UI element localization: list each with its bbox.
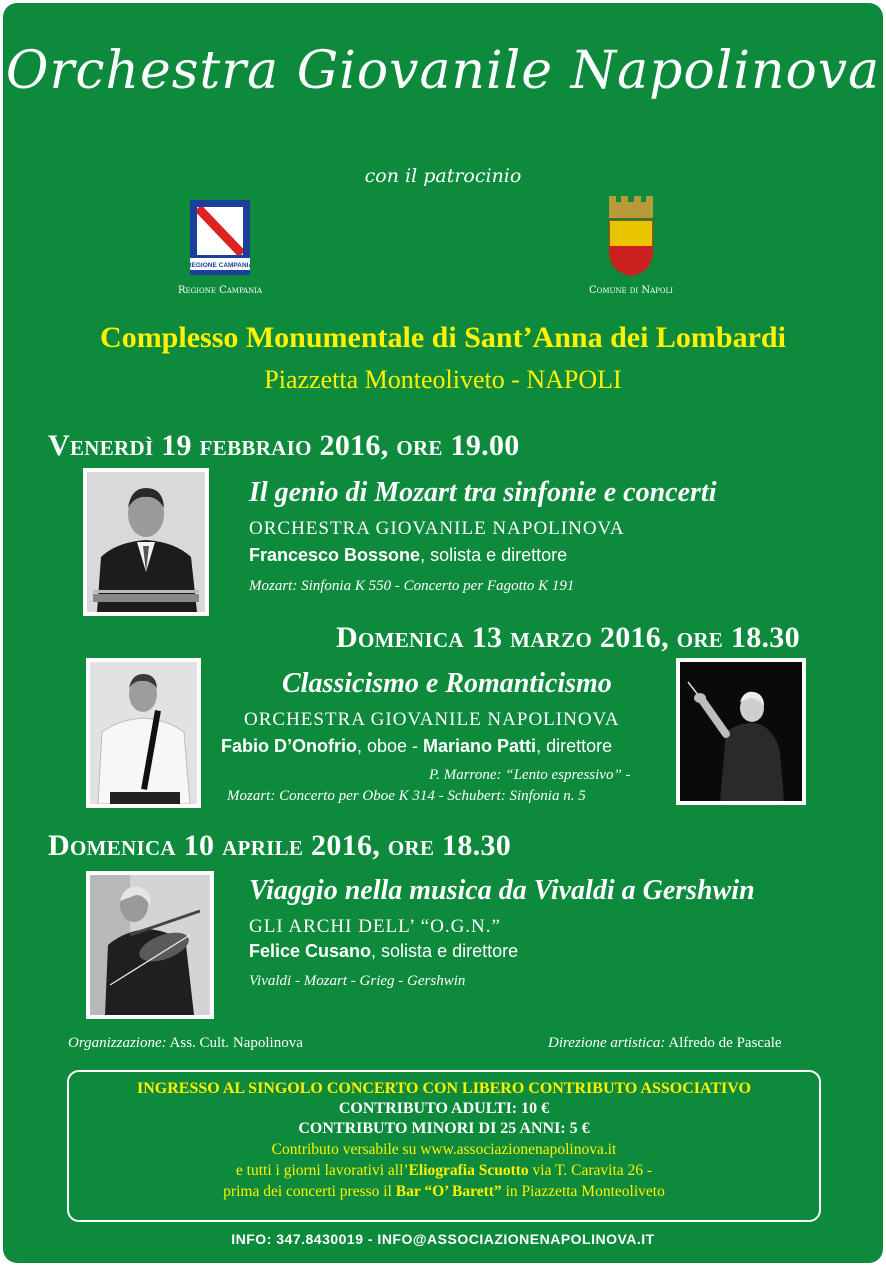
regione-badge-text: REGIONE CAMPANIA (190, 262, 250, 269)
ticket-payment-bar (69, 1183, 819, 1201)
photo-francesco-bossone (83, 468, 209, 616)
ticket-info-box (67, 1070, 821, 1222)
organization-value: Ass. Cult. Napolinova (166, 1035, 303, 1051)
organization-credit (68, 1035, 303, 1052)
venue-address: Piazzetta Monteoliveto - NAPOLI (264, 365, 622, 394)
ticket-minors: CONTRIBUTO MINORI DI 25 ANNI: 5 € (298, 1120, 590, 1137)
concert-2-program-line2: Mozart: Concerto per Oboe K 314 - Schubert: Sinfonia n. 5 (227, 788, 586, 804)
comune-napoli-label: Comune di Napoli (588, 285, 674, 296)
ticket-payment-website: Contributo versabile su www.associazionenapolinova.it (271, 1141, 617, 1158)
direction-value: Alfredo de Pascale (665, 1035, 782, 1051)
ticket-line6-bold: Bar “O’ Barett” (395, 1183, 502, 1200)
concert-3-performer-name: Felice Cusano (249, 941, 372, 961)
concert-2-performer2-role: , direttore (536, 736, 613, 756)
concert-2-performer-name: Fabio D’Onofrio (221, 736, 357, 756)
ticket-line5-bold: Eliografia Scuotto (408, 1162, 529, 1179)
concert-3-performers (249, 941, 518, 962)
concert-1-ensemble: ORCHESTRA GIOVANILE NAPOLINOVA (249, 518, 625, 539)
ticket-line5-pre: e tutti i giorni lavorativi all’ (235, 1162, 409, 1179)
patronage-label: con il patrocinio (364, 165, 522, 187)
concert-2-ensemble: ORCHESTRA GIOVANILE NAPOLINOVA (244, 709, 620, 730)
venue-name: Complesso Monumentale di Sant’Anna dei Lombardi (100, 321, 786, 354)
concert-1-program: Mozart: Sinfonia K 550 - Concerto per Fagotto K 191 (249, 578, 575, 594)
regione-campania-label: Regione Campania (177, 285, 263, 296)
concert-3-date: Domenica 10 aprile 2016, ore 18.30 (48, 829, 512, 862)
ticket-adults: CONTRIBUTO ADULTI: 10 € (338, 1100, 550, 1117)
photo-felice-cusano (86, 871, 214, 1019)
concert-1-title: Il genio di Mozart tra sinfonie e concerti (249, 477, 717, 508)
ticket-line6-post: in Piazzetta Monteoliveto (501, 1183, 665, 1200)
regione-campania-logo (190, 200, 250, 275)
poster (3, 3, 883, 1263)
ticket-line6-pre: prima dei concerti presso il (223, 1183, 396, 1200)
poster-title: Orchestra Giovanile Napolinova (5, 41, 881, 101)
direction-label: Direzione artistica: (548, 1035, 666, 1051)
concert-3-ensemble: GLI ARCHI DELL’ “O.G.N.” (249, 916, 501, 937)
concert-3-program: Vivaldi - Mozart - Grieg - Gershwin (249, 973, 466, 989)
concert-1-performer-name: Francesco Bossone (249, 545, 421, 565)
concert-1-performers (249, 545, 567, 566)
organization-label: Organizzazione: (68, 1035, 167, 1051)
ticket-headline: INGRESSO AL SINGOLO CONCERTO CON LIBERO CONTRIBUTO ASSOCIATIVO (137, 1080, 751, 1097)
concert-2-performer-role: , oboe - (356, 736, 424, 756)
concert-2-title: Classicismo e Romanticismo (282, 668, 612, 699)
photo-fabio-donofrio (86, 658, 201, 808)
concert-2-performers (221, 736, 612, 757)
concert-1-performer-role: , solista e direttore (420, 545, 568, 565)
concert-3-title: Viaggio nella musica da Vivaldi a Gershwin (249, 875, 755, 906)
photo-mariano-patti (676, 658, 806, 805)
comune-napoli-crest (603, 196, 659, 278)
direction-credit (548, 1035, 782, 1052)
contact-info: INFO: 347.8430019 - INFO@ASSOCIAZIONENAPOLINOVA.IT (231, 1231, 655, 1247)
concert-1-date: Venerdì 19 febbraio 2016, ore 19.00 (48, 429, 520, 462)
ticket-payment-eliografia (69, 1162, 819, 1180)
concert-3-performer-role: , solista e direttore (371, 941, 519, 961)
concert-2-performer2-name: Mariano Patti (423, 736, 537, 756)
ticket-line5-post: via T. Caravita 26 - (528, 1162, 653, 1179)
concert-2-date: Domenica 13 marzo 2016, ore 18.30 (336, 621, 800, 654)
concert-2-program-line1: P. Marrone: “Lento espressivo” - (429, 767, 631, 783)
